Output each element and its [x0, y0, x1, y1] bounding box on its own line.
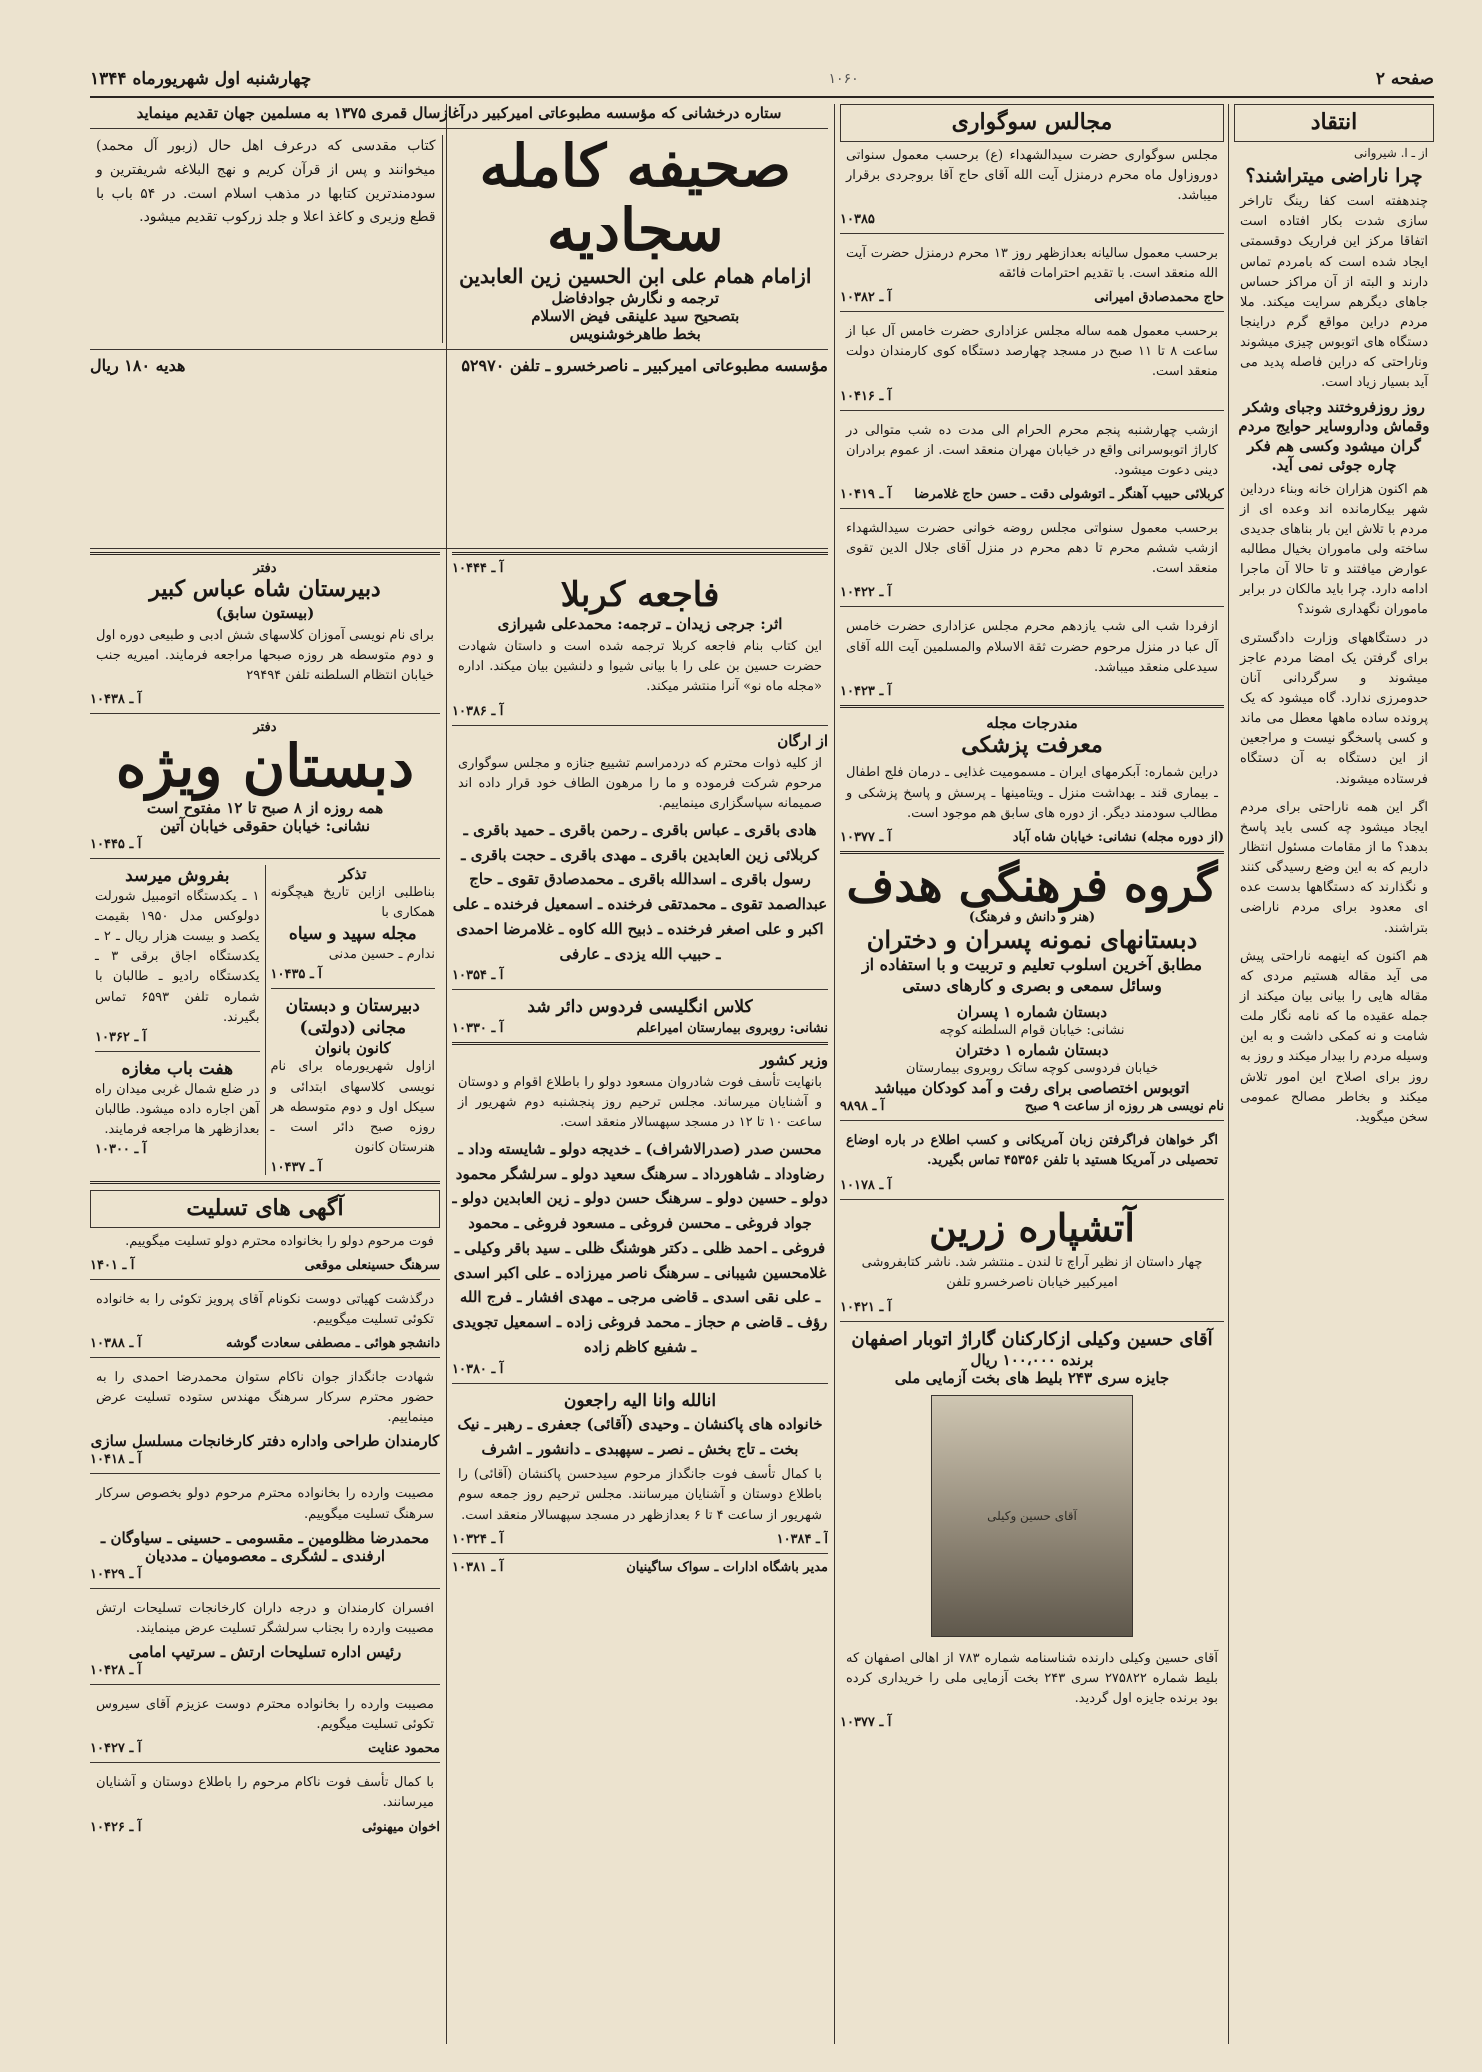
ad-code: آ ـ ۱۰۴۳۸ — [90, 691, 142, 707]
column-rule — [834, 104, 835, 2044]
notice-footer — [452, 968, 828, 983]
column-three — [452, 552, 828, 2042]
inna-text: با کمال تأسف فوت جانگداز مرحوم سیدحسن پاکنشان (آقائی) را باطلاع دوستان و آشنایان میرسانند. مجلس ترحیم روز جمعه سوم شهریور از ساعت ۴ تا ۶ بعدازظهر در مسجد سپهسالار منعقد است. — [458, 1467, 822, 1523]
notice-footer — [840, 1715, 1224, 1730]
mourning-column — [840, 104, 1224, 2044]
notice-footer — [452, 1021, 828, 1036]
hadaf-description: مطابق آخرین اسلوب تعلیم و تربیت و با استفاده از وسائل سمعی و بصری و کارهای دستی — [861, 955, 1203, 996]
ad-code: آ ـ ۱۰۳۶۲ — [95, 1029, 147, 1045]
notice-footer — [271, 1160, 436, 1175]
remind-ad — [266, 865, 441, 1175]
ad-code: آ ـ ۱۴۰۱ — [90, 1257, 135, 1273]
critique-paragraph: در دستگاههای وزارت دادگستری برای گرفتن یک امضا مردم عاجز میشوند و سرگردانی آنان حدومرزی ندارد. گاه میشود که یک پرونده ساده ماهها معطل می ماند و کسی پاسخگو نیست و مراجعین از این دستگاه به آن دستگاه فرستاده میشوند. — [1240, 630, 1428, 787]
critique-column — [1234, 104, 1434, 2044]
condolence-notice: فوت مرحوم دولو را بخانواده محترم دولو تسلیت میگوییم. — [125, 1233, 434, 1249]
divider — [90, 858, 440, 859]
notice-footer — [840, 585, 1224, 600]
divider — [840, 233, 1224, 234]
ad-code: آ ـ ۱۰۴۱۹ — [840, 487, 892, 503]
english-class-title: کلاس انگلیسی فردوس دائر شد — [527, 997, 753, 1018]
signature: سرهنگ حسینعلی موقعی — [304, 1257, 440, 1273]
page-number: صفحه ۲ — [1375, 69, 1434, 89]
critique-paragraph: چندهفته است کفا رینگ تاراخر سازی شدت بکار افتاده است اتفاقا مرکز این فراریک دوقسمتی ایجاد شده است که بامردم تماس دارند و البته از آن مراکز حساس جاهای دیگرهم سرایت میکند. ملا مردم دراین مواقع گرم دراینجا دستگاه های اتوبوس چیزی میشوند وناراحتی که دراین فاصله پدید می آید بسیار زیاد است. — [1240, 194, 1428, 391]
notice-footer — [840, 487, 1224, 502]
divider — [90, 713, 440, 714]
condolence-title-box — [90, 1190, 440, 1228]
hadaf-subtitle: (هنر و دانش و فرهنگ) — [968, 910, 1096, 926]
notice-footer — [90, 837, 440, 852]
divider — [840, 606, 1224, 607]
karbala-title: فاجعه کربلا — [560, 575, 720, 615]
signature: حاج محمدصادق امیرانی — [1094, 290, 1224, 306]
english-class-address: نشانی: روبروی بیمارستان امیراعلم — [636, 1020, 828, 1036]
divider — [452, 1553, 828, 1554]
ad-code: آ ـ ۱۰۴۲۷ — [90, 1741, 142, 1757]
critique-title: انتقاد — [1310, 109, 1358, 135]
mourning-notice: مجلس سوگواری حضرت سیدالشهداء (ع) برحسب معمول سنواتی دوروزاول ماه محرم درمنزل آیت الله آقای حاج آقا بروجردی برقرار میباشد. — [846, 147, 1218, 203]
signature: کارمندان طراحی واداره دفتر کارخانجات مسلسل سازی — [90, 1432, 440, 1451]
sale-title: بفروش میرسد — [125, 865, 230, 886]
mourning-notice: برحسب معمول سنواتی مجلس روضه خوانی حضرت سیدالشهداء ازشب ششم محرم تا دهم محرم در منزل آقای جلال الدین تقوی منعقد است. — [846, 521, 1218, 577]
hadaf-boys-school: دبستان شماره ۱ پسران — [956, 1003, 1108, 1021]
divider — [90, 349, 828, 350]
ad-code: آ ـ ۱۰۴۱۸ — [90, 1452, 142, 1468]
notice-footer — [90, 1567, 440, 1582]
lottery-prize: برنده ۱۰۰،۰۰۰ ریال — [970, 1350, 1094, 1369]
small-ads-row — [90, 865, 440, 1175]
magazine-kicker: مندرجات مجله — [986, 713, 1078, 732]
remind-magazine: مجله سپید و سیاه — [288, 924, 417, 944]
ad-code: آ ـ ۱۰۳۸۶ — [452, 703, 504, 719]
divider — [840, 851, 1224, 854]
photo-caption: آقای حسین وکیلی — [987, 1508, 1077, 1523]
book-calligraphy: بخط طاهرخوشنویس — [569, 324, 701, 343]
mourning-notice: برحسب معمول سالیانه بعدازظهر روز ۱۳ محرم درمنزل حضرت آیت الله منعقد است. با تقدیم احترامات فائقه — [846, 245, 1218, 282]
karbala-text: این کتاب بنام فاجعه کربلا ترجمه شده است و داستان شهادت حضرت حسین بن علی را با بیانی شیوا و دلنشین بیان میکند. اداره «مجله ماه نو» آنرا منتشر میکند. — [458, 639, 822, 695]
lottery-title: آقای حسین وکیلی ازکارکنان گاراژ اتوبار اصفهان — [851, 1328, 1213, 1350]
vijeh-hours: همه روزه از ۸ صبح تا ۱۲ مفتوح است — [146, 798, 384, 817]
critique-paragraph: هم اکنون هزاران خانه وبناء درداین شهر بیکارمانده اند وعده ای از مردم با تلاش این بار بناهای جدیدی ساخته ولی ماموران بخیال مطالبه عوارض میافتند و تا حالا آن ماجرا ادامه دارد. چرا باید مالکان در برابر ماموران نگهداری شوند؟ — [1240, 481, 1428, 618]
divider — [452, 725, 828, 726]
magazine-contents: دراین شماره: آبکرمهای ایران ـ مسمومیت غذایی ـ درمان فلج اطفال ـ بیماری قند ـ بهداشت منزل ـ ویتامینها ـ پرسش و پاسخ پزشکی و مطالب سودمند دیگر. از دوره های سابق هم موجود است. — [846, 765, 1218, 821]
hadaf-girls-address: خیابان فردوسی کوچه ساتک روبروی بیمارستان — [905, 1061, 1159, 1077]
notice-footer — [452, 1532, 828, 1547]
divider — [90, 1762, 440, 1763]
critique-author: از ـ ا. شیروانی — [1353, 145, 1428, 160]
divider — [452, 989, 828, 990]
hs-name: کانون بانوان — [314, 1039, 391, 1058]
notice-footer — [840, 290, 1224, 305]
abbas-text: برای نام نویسی آموزان کلاسهای شش ادبی و طبیعی دوره اول و دوم متوسطه هر روزه صبحها مراجعه فرمایند. امیریه جنب خیابان انتظام السلطنه تلفن ۲۹۴۹۴ — [96, 627, 434, 683]
book-ad-title-block — [443, 132, 828, 343]
notice-footer — [95, 1030, 260, 1045]
condolence-title: آگهی های تسلیت — [186, 1195, 344, 1222]
condolence-notice: شهادت جانگداز جوان ناکام ستوان محمدرضا احمدی را به حضور محترم سرکار سرهنگ مهندس ستوده تسلیت عرض مینماییم. — [96, 1370, 434, 1426]
signature: محمدرضا مظلومین ـ مقسومی ـ حسینی ـ سیاوگان ـ ارفندی ـ لشگری ـ معصومیان ـ مددیان — [100, 1528, 430, 1565]
notice-footer — [452, 1560, 828, 1575]
divider — [90, 1181, 440, 1184]
divider — [452, 1383, 828, 1384]
magazine-address: (از دوره مجله) نشانی: خیابان شاه آباد — [1012, 829, 1224, 845]
obituary-names: محسن صدر (صدرالاشراف) ـ خدیجه دولو ـ شایسته وداد ـ رضاوداد ـ شاهورداد ـ سرهنگ سعید دولو ـ سرلشگر محمود دولو ـ حسین دولو ـ سرهنگ حسن دولو ـ زین العابدین دولو ـ جواد فروغی ـ محسن فروغی ـ مسعود فروغی ـ محمود فروغی ـ احمد ظلی ـ دکتر هوشنگ ظلی ـ سید باقر وکیلی ـ غلامحسین شیبانی ـ سرهنگ ناصر میرزاده ـ علی اکبر اسدی ـ علی نقی اسدی ـ قاضی مرجی ـ مهدی افشار ـ فرج الله رؤف ـ قاضی م حجاز ـ محمد فروغی زاده ـ اسمعیل تجویدی ـ شفیع کاظم زاده — [452, 1139, 828, 1356]
column-rule — [1228, 104, 1229, 2044]
ad-code: آ ـ ۱۰۳۸۴ — [776, 1531, 828, 1547]
condolence-notice: درگذشت کهیاتی دوست نکونام آقای پرویز تکوئی را به خانواده تکوئی تسلیت میگوییم. — [96, 1291, 434, 1327]
hs-text: ازاول شهریورماه برای نام نویسی کلاسهای ابتدائی و سیکل اول و دوم متوسطه هر روزه صبح دائر است ـ هنرستان کانون — [270, 1059, 435, 1155]
divider — [840, 1321, 1224, 1322]
ad-code: آ ـ ۱۰۳۸۱ — [452, 1559, 504, 1575]
ad-code: آ ـ ۱۰۴۱۶ — [840, 388, 892, 404]
language-ad: اگر خواهان فراگرفتن زبان آمریکانی و کسب اطلاع در باره اوضاع تحصیلی در آمریکا هستید با تلفن ۴۵۳۵۶ تماس بگیرید. — [846, 1133, 1218, 1169]
divider — [90, 1279, 440, 1280]
ad-code: آ ـ ۱۰۳۳۰ — [452, 1020, 504, 1036]
remind-title: تذکر — [339, 864, 367, 883]
notice-footer — [840, 830, 1224, 845]
critique-paragraph: اگر این همه ناراحتی برای مردم ایجاد میشود چه کسی باید پاسخ بدهد؟ ما از مقامات مسئول انتظار داریم که به این وضع رسیدگی کنند و نگذارند که دستگاهها بدست عده ای معدود برای مردم ناراضی بتراشند. — [1240, 799, 1428, 936]
hadaf-heading: دبستانهای نمونه پسران و دختران — [866, 925, 1198, 955]
notice-footer — [90, 1820, 440, 1835]
notice-footer — [90, 1336, 440, 1351]
critique-paragraph: هم اکنون که اینهمه ناراحتی پیش می آید مقاله هستیم مردی که مقاله هایی را بیانی بیان میکند از جمله عقیده ما که نامه نگار ملت شامت و نه کمکی داشت و به این وسیله مردم را بیدار میکند و روز به روز برای اصلاح این امور تلاش میکند و بخاطر مصالح عمومی سخن میگوید. — [1240, 948, 1428, 1125]
ad-code: آ ـ ۱۰۳۸۲ — [840, 290, 892, 306]
notice-footer — [90, 1258, 440, 1273]
signature: رئیس اداره تسلیحات ارتش ـ سرتیپ امامی — [128, 1643, 402, 1662]
ad-code: آ ـ ۱۰۳۷۷ — [840, 1715, 892, 1731]
ad-code: آ ـ ۱۰۳۵۴ — [452, 968, 504, 984]
notice-footer — [271, 967, 436, 982]
mourning-title-box — [840, 104, 1224, 142]
hadaf-registration: نام نویسی هر روزه از ساعت ۹ صبح — [1025, 1099, 1224, 1115]
condolence-notice: با کمال تأسف فوت ناکام مرحوم را باطلاع دوستان و آشنایان میرسانند. — [96, 1775, 434, 1811]
ad-code: آ ـ ۱۰۴۲۸ — [90, 1663, 142, 1679]
condolence-notice: افسران کارمندان و درجه داران کارخانجات تسلیحات ارتش مصیبت وارده را بجناب سرلشگر تسلیت عرض مینمایند. — [96, 1600, 434, 1636]
thanks-title: از ارگان — [777, 731, 828, 750]
signature: کربلائی حبیب آهنگر ـ اتوشولی دقت ـ حسن حاج غلامرضا — [914, 487, 1224, 503]
abbas-kicker: دفتر — [253, 561, 277, 576]
book-ad-footer — [90, 356, 828, 375]
condolence-notice: مصیبت وارده را بخانواده محترم مرحوم دولو بخصوص سرکار سرهنگ تسلیت میگوییم. — [96, 1486, 434, 1522]
vijeh-title: دبستان ویژه — [115, 731, 415, 800]
book-ad-body — [90, 132, 828, 343]
divider — [840, 410, 1224, 411]
notice-footer — [90, 1741, 440, 1756]
notice-footer — [840, 212, 1224, 227]
notice-footer — [840, 389, 1224, 404]
sale-ad — [90, 865, 266, 1175]
ad-code: آ ـ ۱۰۴۲۹ — [90, 1566, 142, 1582]
divider — [452, 1042, 828, 1045]
shop-text: در ضلع شمال غربی میدان راه آهن اجاره داده میشود. طالبان بعدازظهر ها مراجعه فرمایند. — [95, 1081, 260, 1138]
vijeh-address: نشانی: خیابان حقوقی خیابان آتین — [159, 816, 371, 835]
ad-code: آ ـ ۱۰۴۲۶ — [90, 1819, 142, 1835]
divider — [95, 1051, 260, 1052]
mourning-title: مجالس سوگواری — [951, 109, 1113, 135]
ad-code: آ ـ ۱۰۴۴۵ — [90, 836, 142, 852]
thanks-text: از کلیه ذوات محترم که دردمراسم تشییع جنازه و مجلس سوگواری مرحوم شرکت فرموده و ما را مرهون الطاف خود قرار داده اند صمیمانه سپاسگزاری مینماییم. — [458, 755, 822, 811]
book-price: هدیه ۱۸۰ ریال — [90, 355, 186, 375]
ad-code: آ ـ ۱۰۳۷۷ — [840, 829, 892, 845]
mourning-notice: ازفردا شب الی شب یازدهم محرم مجلس عزاداری حضرت خامس آل عبا در منزل مرحوم حضرت ثقة الاسلام والمسلمین آیت الله آقای سیدعلی منعقد میباشد. — [846, 619, 1218, 675]
hadaf-bus: اتوبوس اختصاصی برای رفت و آمد کودکان میباشد — [874, 1079, 1190, 1098]
ad-code: آ ـ ۱۰۴۲۳ — [840, 683, 892, 699]
inna-families: خانواده های پاکنشان ـ وحیدی (آقائی) جعفری ـ رهبر ـ نیک بخت ـ تاج بخش ـ نصر ـ سپهبدی ـ دانشور ـ اشرف — [457, 1414, 823, 1458]
book-publisher: مؤسسه مطبوعاتی امیرکبیر ـ ناصرخسرو ـ تلفن ۵۲۹۷۰ — [461, 355, 828, 375]
ad-code: آ ـ ۱۰۴۳۵ — [270, 967, 322, 983]
notice-footer — [840, 1099, 1224, 1114]
book-title: صحیفه کامله سجادیه — [479, 132, 791, 264]
notice-footer — [90, 1452, 440, 1467]
divider — [452, 552, 828, 555]
sale-items: ۱ ـ یکدستگاه اتومبیل شورلت دولوکس مدل ۱۹۵۰ بقیمت یکصد و بیست هزار ریال ـ ۲ ـ یکدستگاه اجاق برقی ۳ ـ یکدستگاه رادیو ـ طالبان با شماره تلفن ۶۵۹۳ تماس بگیرند. — [95, 888, 260, 1025]
divider — [90, 552, 440, 555]
divider — [90, 1473, 440, 1474]
notice-footer — [90, 692, 440, 707]
hadaf-girls-school: دبستان شماره ۱ دختران — [955, 1041, 1109, 1060]
remind-end: ندارم ـ حسین مدنی — [328, 947, 435, 963]
notice-footer — [452, 704, 828, 719]
ad-code: ۱۰۳۸۵ — [840, 211, 875, 227]
book-author: ازامام همام علی ابن الحسین زین العابدین — [459, 263, 812, 288]
thanks-names: هادی باقری ـ عباس باقری ـ رحمن باقری ـ حمید باقری ـ کربلائی زین العابدین باقری ـ مهدی باقری ـ حجت باقری ـ رسول باقری ـ اسدالله باقری ـ محمدصادق تقوی ـ حاج عبدالصمد تقوی ـ محمدتقی فرخنده ـ اسمعیل فرخنده ـ علی اکبر و علی اصغر فرخنده ـ ذبیح الله کاوه ـ غلامرضا احمدی ـ حبیب الله یزدی ـ عارفی — [452, 820, 828, 963]
inna-title: انالله وانا الیه راجعون — [563, 1390, 717, 1411]
section-rule — [90, 548, 828, 549]
divider — [271, 988, 436, 989]
ad-code: آ ـ ۱۰۳۰۰ — [95, 1142, 147, 1158]
hadaf-boys-address: نشانی: خیابان قوام السلطنه کوچه — [939, 1023, 1125, 1038]
divider — [90, 1588, 440, 1589]
condolence-notice: مصیبت وارده را بخانواده محترم دوست عزیزم آقای سیروس تکوئی تسلیت میگویم. — [96, 1697, 434, 1733]
obituary-title: وزیر کشور — [760, 1050, 828, 1069]
critique-title-box — [1234, 104, 1434, 142]
signature: دانشجو هوائی ـ مصطفی سعادت گوشه — [225, 1336, 440, 1352]
bottom-signature: مدیر باشگاه ادارات ـ سواک ساگینیان — [626, 1559, 828, 1575]
book-ad — [90, 104, 828, 544]
book-star-line: ستاره درخشانی که مؤسسه مطبوعاتی امیرکبیر درآغازسال قمری ۱۳۷۵ به مسلمین جهان تقدیم مینماید — [136, 104, 782, 122]
divider — [840, 705, 1224, 708]
notice-footer — [840, 1178, 1224, 1193]
divider — [840, 1199, 1224, 1200]
critique-subheading: روز روزفروختند وجبای وشکر وقماش وداروسایر حوایج مردم گران میشود وکسی هم فکر چاره جوئی نمی آید. — [1238, 397, 1430, 475]
atash-text: چهار داستان از نظیر آراچ تا لندن ـ منتشر شد. ناشر کتابفروشی امیرکبیر خیابان ناصرخسرو تلفن — [861, 1255, 1203, 1291]
karbala-author: اثر: جرجی زیدان ـ ترجمه: محمدعلی شیرازی — [497, 615, 783, 634]
divider — [840, 508, 1224, 509]
ad-code: آ ـ ۱۰۴۲۱ — [840, 1299, 892, 1315]
divider — [90, 128, 828, 129]
notice-footer — [95, 1142, 260, 1157]
ad-code: آ ـ ۱۰۴۳۷ — [270, 1160, 322, 1176]
ad-code: آ ـ ۱۰۱۷۸ — [840, 1177, 892, 1193]
signature: اخوان میهنوئی — [361, 1819, 440, 1835]
notice-footer — [840, 684, 1224, 699]
notice-footer — [452, 1362, 828, 1377]
magazine-title: معرفت پزشکی — [961, 731, 1103, 758]
divider — [90, 1357, 440, 1358]
book-ad-desc-block — [90, 135, 443, 343]
divider — [840, 311, 1224, 312]
abbas-title: دبیرستان شاه عباس کبیر — [149, 576, 381, 602]
hadaf-title: گروه فرهنگی هدف — [846, 857, 1218, 912]
hs-subtitle: مجانی (دولتی) — [299, 1018, 406, 1039]
divider — [90, 1684, 440, 1685]
divider — [840, 1120, 1224, 1121]
abbas-subtitle: (بیستون سابق) — [215, 603, 315, 622]
notice-footer — [840, 1300, 1224, 1315]
mourning-notice: ازشب چهارشنبه پنجم محرم الحرام الی مدت ده شب متوالی در کاراژ اتوبوسرانی واقع در خیابان مهران منعقد است. از عموم برادران دینی دعوت میشود. — [846, 422, 1218, 478]
ad-code: آ ـ ۱۰۴۲۲ — [840, 585, 892, 601]
book-translator: ترجمه و نگارش جوادفاضل — [551, 288, 720, 307]
critique-heading: چرا ناراضی میتراشند؟ — [1245, 164, 1423, 187]
header-ref: ۱۰۶۰ — [828, 71, 859, 87]
column-four — [90, 552, 440, 2042]
notice-footer — [452, 561, 828, 576]
mourning-notice: برحسب معمول همه ساله مجلس عزاداری حضرت خامس آل عبا از ساعت ۸ تا ۱۱ صبح در مسجد چهارصد دستگاه کوی کارمندان دولت منعقد است. — [846, 324, 1218, 380]
obituary-text: بانهایت تأسف فوت شادروان مسعود دولو را باطلاع اقوام و دوستان و آشنایان میرساند. مجلس ترحیم روز پنجشنبه دوم شهریور از ساعت ۱۰ تا ۱۲ در مسجد سپهسالار منعقد است. — [458, 1074, 822, 1130]
ad-code: آ ـ ۹۸۹۸ — [840, 1099, 885, 1115]
signature: محمود عنایت — [368, 1741, 440, 1757]
lottery-series: جایزه سری ۲۴۳ بلیط های بخت آزمایی ملی — [894, 1368, 1170, 1387]
lottery-text: آقای حسین وکیلی دارنده شناسنامه شماره ۷۸۳ از اهالی اصفهان که بلیط شماره ۲۷۵۸۲۲ سری ۲۴۳ بخت آزمایی ملی را خریداری کرده بود برنده جایزه اول گردید. — [846, 1650, 1218, 1707]
vijeh-kicker: دفتر — [253, 719, 277, 735]
ad-code: آ ـ ۱۰۴۴۴ — [452, 561, 504, 576]
page-header — [90, 62, 1434, 98]
ad-code: آ ـ ۱۰۳۸۰ — [452, 1361, 504, 1377]
ad-code: آ ـ ۱۰۳۲۴ — [452, 1531, 504, 1547]
ad-code: آ ـ ۱۰۳۸۸ — [90, 1336, 142, 1352]
issue-date: چهارشنبه اول شهریورماه ۱۳۴۴ — [90, 69, 312, 89]
book-description: کتاب مقدسی که درعرف اهل حال (زبور آل محمد) میخوانند و پس از قرآن کریم و نهج البلاغه شریفترین و سودمندترین کتابها در مذهب اسلام است. در ۵۴ باب با قطع وزیری و کاغذ اعلا و جلد زرکوب تقدیم میشود. — [96, 138, 436, 226]
notice-footer — [90, 1663, 440, 1678]
book-editor: بتصحیح سید علینقی فیض الاسلام — [531, 306, 740, 325]
winner-photo — [931, 1395, 1133, 1637]
hs-title: دبیرستان و دبستان — [285, 996, 420, 1017]
shop-title: هفت باب مغازه — [121, 1058, 234, 1079]
atash-title: آتشپاره زرین — [929, 1204, 1135, 1250]
remind-text: بناطلبی ازاین تاریخ هیچگونه همکاری با — [270, 884, 435, 920]
